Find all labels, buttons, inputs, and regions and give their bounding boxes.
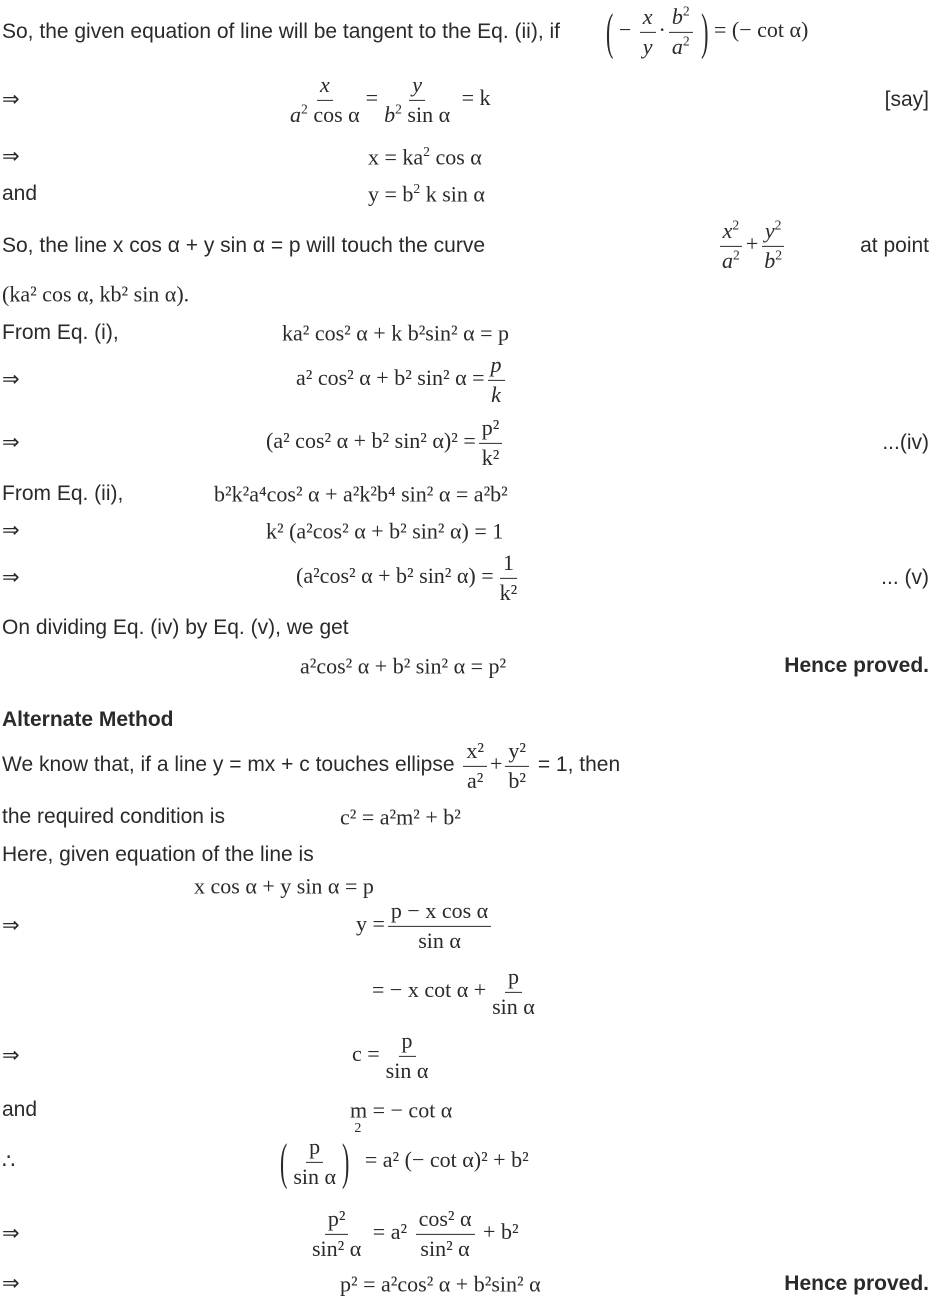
hence-proved-label: Hence proved. — [784, 653, 929, 677]
and-label: and — [2, 181, 38, 205]
c-value-equation: c = $\frac{p}{\text{sin α}}$ — [352, 1027, 429, 1083]
ellipse-statement: We know that, if a line y = mx + c touches ellipse $\frac{\text{x²}}{\text{a²}}$ + $\frac{\text{y²}}{\text{b²}}$ = 1, then — [2, 737, 621, 793]
from-eq-i-equation: ka² cos² α + k b²sin² α = p — [282, 320, 510, 346]
given-line-statement: Here, given equation of the line is — [2, 842, 314, 866]
implies-symbol: ⇒ — [2, 518, 20, 542]
implies-symbol: ⇒ — [2, 1221, 20, 1245]
implies-symbol: ⇒ — [2, 1271, 20, 1295]
condition-text: the required condition is — [2, 804, 225, 828]
cot-expression: = − x cot α + $\frac{p}{\text{sin α}}$ — [372, 963, 535, 1019]
substitution-equation: ( $\frac{p}{\text{sin α}}$ ) 2 = a² (− cot α)² + b² — [280, 1120, 529, 1191]
implies-symbol: ⇒ — [2, 913, 20, 937]
x-value-equation: $x = ka^2$ cos α — [368, 143, 482, 170]
therefore-symbol: ∴ — [2, 1149, 16, 1173]
and-label: and — [2, 1097, 38, 1121]
from-eq-i-label: From Eq. (i), — [2, 320, 119, 344]
k-squared-equation: k² (a²cos² α + b² sin² α) = 1 — [266, 518, 504, 544]
alternate-method-heading: Alternate Method — [2, 707, 174, 731]
from-eq-ii-label: From Eq. (ii), — [2, 481, 124, 505]
from-eq-ii-equation: b²k²a⁴cos² α + a²k²b⁴ sin² α = a²b² — [214, 481, 508, 507]
eq-iv-equation: (a² cos² α + b² sin² α)² = $\frac{\text{p²}}{\text{k²}}$ — [266, 416, 505, 470]
line-equation: x cos α + y sin α = p — [194, 873, 374, 899]
dividing-text: On dividing Eq. (iv) by Eq. (v), we get — [2, 615, 349, 639]
point-coordinates: (ka² cos α, kb² sin α). — [2, 281, 190, 307]
say-note: [say] — [884, 87, 929, 111]
implies-symbol: ⇒ — [2, 1043, 20, 1067]
implies-symbol: ⇒ — [2, 87, 20, 111]
sin-squared-equation: $\frac{\text{p²}}{\text{sin² α}}$ = a² $\frac{\text{cos² α}}{\text{sin² α}}$ + b² — [312, 1205, 519, 1261]
final-result-equation: p² = a²cos² α + b²sin² α — [340, 1271, 541, 1297]
implies-symbol: ⇒ — [2, 430, 20, 454]
ratio-equation: $\frac{x}{a^2 \cos \alpha}$ = $\frac{y}{b^2 \sin \alpha}$ = k — [290, 71, 491, 127]
ellipse-curve-expression: $\frac{x^2}{a^2}$ + $\frac{y^2}{b^2}$ — [716, 219, 788, 273]
tangent-condition-text: So, the given equation of line will be tangent to the Eq. (ii), if — [2, 19, 561, 43]
eq-iv-tag: ...(iv) — [882, 430, 929, 454]
b2-over-a2-fraction: $\frac{b^2}{a^2}$ — [669, 5, 693, 59]
x-over-y-fraction: $\frac{x}{y}$ — [640, 5, 656, 59]
p-over-k-equation: a² cos² α + b² sin² α = $\frac{p}{k}$ — [296, 353, 508, 407]
condition-equation: c² = a²m² + b² — [340, 804, 461, 830]
y-value-equation: $y = b^2$ k sin α — [368, 180, 485, 207]
y-expression: y = $\frac{\text{p − x cos α}}{\text{sin α}}$ — [356, 899, 494, 953]
implies-symbol: ⇒ — [2, 367, 20, 391]
result-equation: a²cos² α + b² sin² α = p² — [300, 653, 507, 679]
eq-v-equation: (a²cos² α + b² sin² α) = $\frac{1}{\text{k²}}$ — [296, 549, 518, 605]
touch-statement-text: So, the line x cos α + y sin α = p will touch the curve — [2, 233, 486, 257]
eq-v-tag: ... (v) — [881, 565, 929, 589]
slope-expression: ( − $\frac{x}{y}$ · $\frac{b^2}{a^2}$ ) = (− cot α) — [606, 2, 809, 61]
implies-symbol: ⇒ — [2, 565, 20, 589]
m-value-equation: m = − cot α — [350, 1097, 453, 1123]
at-point-text: at point — [860, 233, 929, 257]
hence-proved-label: Hence proved. — [784, 1271, 929, 1295]
implies-symbol: ⇒ — [2, 144, 20, 168]
